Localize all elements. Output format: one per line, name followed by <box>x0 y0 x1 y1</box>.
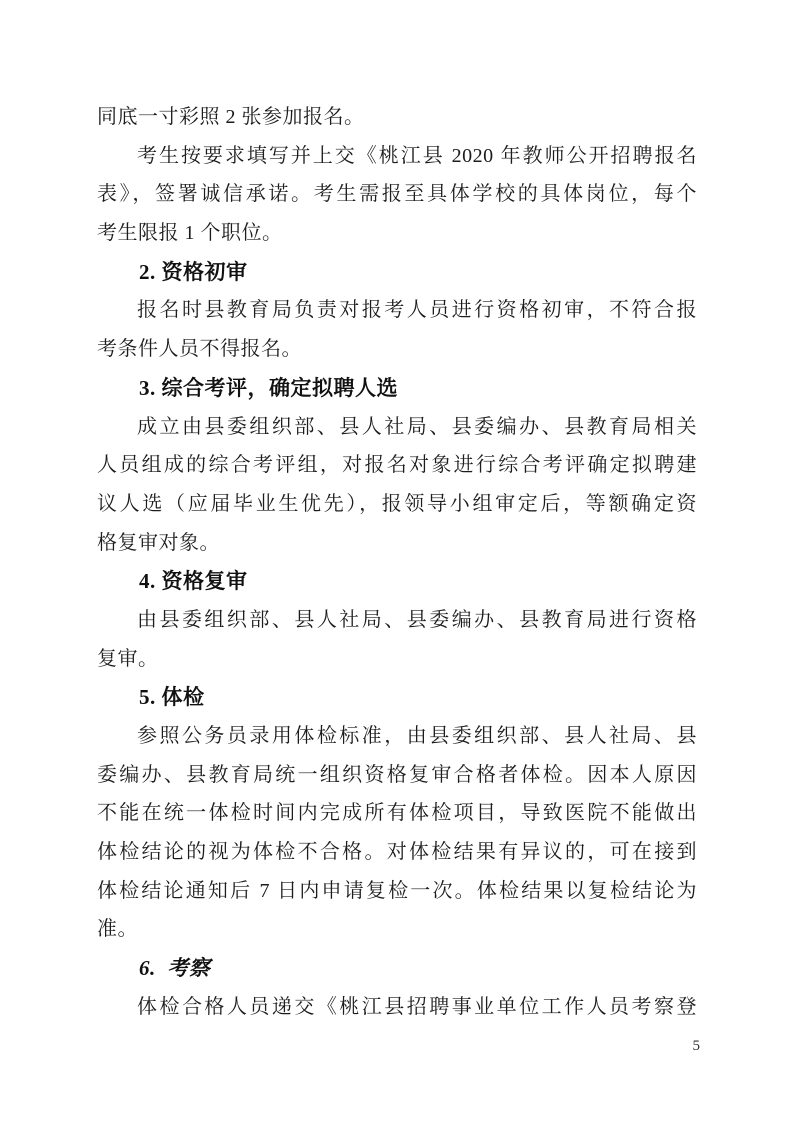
paragraph <box>97 408 697 563</box>
text-line: 成立由县委组织部、县人社局、县委编办、县教育局相关 <box>137 415 697 438</box>
paragraph <box>97 988 697 1027</box>
document-body <box>97 0 697 1027</box>
text-line: 体检合格人员递交《桃江县招聘事业单位工作人员考察登 <box>137 995 697 1018</box>
paragraph <box>97 291 697 368</box>
text-line: 委编办、县教育局统一组织资格复审合格者体检。因本人原因 <box>97 763 697 786</box>
text-line: 人员组成的综合考评组，对报名对象进行综合考评确定拟聘建 <box>97 454 697 477</box>
section-heading <box>97 562 697 601</box>
text-line: 体检结论通知后 7 日内申请复检一次。体检结果以复检结论为 <box>97 879 697 902</box>
text-line: 同底一寸彩照 2 张参加报名。 <box>97 106 365 128</box>
text-line: 体检结论的视为体检不合格。对体检结果有异议的，可在接到 <box>97 841 697 864</box>
section-heading-text: 6. 考察 <box>139 956 211 981</box>
section-heading <box>97 678 697 717</box>
paragraph <box>97 98 697 137</box>
text-line: 考生限报 1 个职位。 <box>97 222 283 245</box>
section-heading-text: 5. 体检 <box>139 685 205 710</box>
section-heading-text: 2. 资格初审 <box>139 259 248 284</box>
paragraph <box>97 717 697 949</box>
text-line: 报名时县教育局负责对报考人员进行资格初审，不符合报 <box>137 299 697 322</box>
section-heading-text: 3. 综合考评，确定拟聘人选 <box>139 375 398 400</box>
text-line: 不能在统一体检时间内完成所有体检项目，导致医院不能做出 <box>97 802 697 825</box>
text-line: 考生按要求填写并上交《桃江县 2020 年教师公开招聘报名 <box>137 144 697 167</box>
text-line: 表》，签署诚信承诺。考生需报至具体学校的具体岗位，每个 <box>97 183 697 206</box>
section-heading <box>97 369 697 408</box>
section-heading-text: 4. 资格复审 <box>139 569 248 594</box>
page-number: 5 <box>692 1038 700 1054</box>
paragraph <box>97 137 697 253</box>
section-heading <box>97 253 697 292</box>
text-line: 议人选（应届毕业生优先），报领导小组审定后，等额确定资 <box>97 492 697 515</box>
text-line: 复审。 <box>97 647 159 670</box>
text-line: 参照公务员录用体检标准，由县委组织部、县人社局、县 <box>137 725 697 747</box>
text-line: 考条件人员不得报名。 <box>97 338 302 361</box>
paragraph <box>97 601 697 678</box>
text-line: 准。 <box>97 918 138 941</box>
section-heading <box>97 949 697 988</box>
text-line: 格复审对象。 <box>97 531 220 554</box>
text-line: 由县委组织部、县人社局、县委编办、县教育局进行资格 <box>137 608 697 631</box>
